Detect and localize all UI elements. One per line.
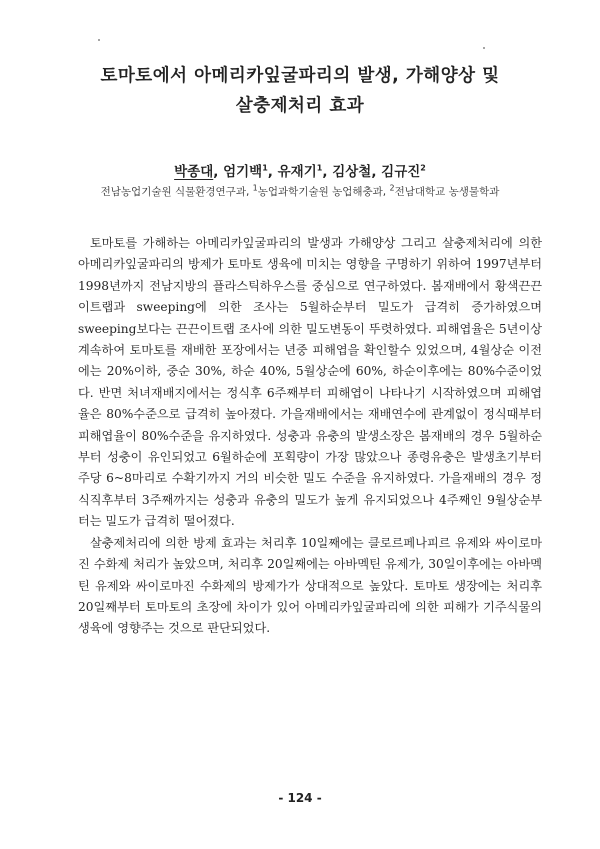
affiliation-list	[40, 184, 560, 199]
affiliation-mark: 1	[262, 163, 268, 173]
author-separator: ,	[371, 164, 382, 180]
affiliation-org: 전남농업기술원 식물환경연구과,	[100, 186, 250, 198]
author-first: 박종대	[174, 164, 214, 180]
paper-title-line-1: 토마토에서 아메리카잎굴파리의 발생, 가해양상 및	[100, 66, 500, 86]
paper-title-line-2: 살충제처리 효과	[235, 96, 365, 116]
page-number: - 124 -	[278, 791, 322, 805]
author-separator: ,	[213, 164, 224, 180]
author-separator: ,	[322, 164, 333, 180]
affiliation-mark: 1	[316, 163, 323, 173]
abstract-paragraph-1: 토마토를 가해하는 아메리카잎굴파리의 발생과 가해양상 그리고 살충제처리에 의한 아메리카잎굴파리의 방제가 토마토 생육에 미치는 영향을 구명하기 위하여 1997년부터 1998년까지 전남지방의 플라스틱하우스를 중심으로 연구하였다. 봄재배에서 황색끈끈이트랩과 sweeping에 의한 조사는 5월하순부터 밀도가 급격히 증가하였으며 sweeping보다는 끈끈이트랩 조사에 의한 밀도변동이 뚜렷하였다. 피해엽율은 5년이상 계속하여 토마토를 재배한 포장에서는 년중 피해엽을 확인할수 있었으며, 4월상순 이전에는 20%이하, 중순 30%, 하순 40%, 5월상순에 60%, 하순이후에는 80%수준이었다. 반면 처녀재배지에서는 정식후 6주째부터 피해엽이 나타나기 시작하였으며 피해엽율은 80%수준으로 급격히 높아졌다. 가을재배에서는 재배연수에 관계없이 정식때부터 피해엽율이 80%수준을 유지하였다. 성충과 유충의 발생소장은 봄재배의 경우 5월하순부터 성충이 유인되었고 6월하순에 포획량이 가장 많았으나 종령유충은 발생초기부터 주당 6~8마리로 수확기까지 거의 비슷한 밀도 수준을 유지하였다. 가을재배의 경우 정식직후부터 3주째까지는 성충과 유충의 밀도가 높게 유지되었으나 4주째인 9월상순부터는 밀도가 급격히 떨어졌다.	[78, 236, 542, 529]
scan-speck	[98, 39, 100, 41]
affiliation-org: 전남대학교 농생물학과	[394, 186, 500, 198]
affiliation-mark: 2	[389, 183, 395, 193]
author-name: 김상철	[332, 164, 372, 180]
abstract-body	[78, 233, 542, 640]
affiliation-mark: 1	[252, 183, 258, 193]
affiliation-mark: 2	[420, 163, 426, 173]
scan-speck	[483, 47, 485, 49]
author-name: 유재기	[277, 164, 317, 180]
author-list	[40, 160, 560, 180]
author-name: 김규진	[381, 164, 421, 180]
affiliation-org: 농업과학기술원 농업해충과,	[257, 186, 387, 198]
author-name: 엄기백	[223, 164, 263, 180]
author-separator: ,	[267, 164, 278, 180]
abstract-paragraph-2: 살충제처리에 의한 방제 효과는 처리후 10일째에는 클로르페나피르 유제와 싸이로마진 수화제 처리가 높았으며, 처리후 20일째에는 아바멕틴 유제가, 30일이후에는 아바멕틴 유제와 싸이로마진 수화제의 방제가가 상대적으로 높았다. 토마토 생장에는 처리후 20일째부터 토마토의 초장에 차이가 있어 아메리카잎굴파리에 의한 피해가 기주식물의 생육에 영향주는 것으로 판단되었다.	[78, 535, 542, 636]
